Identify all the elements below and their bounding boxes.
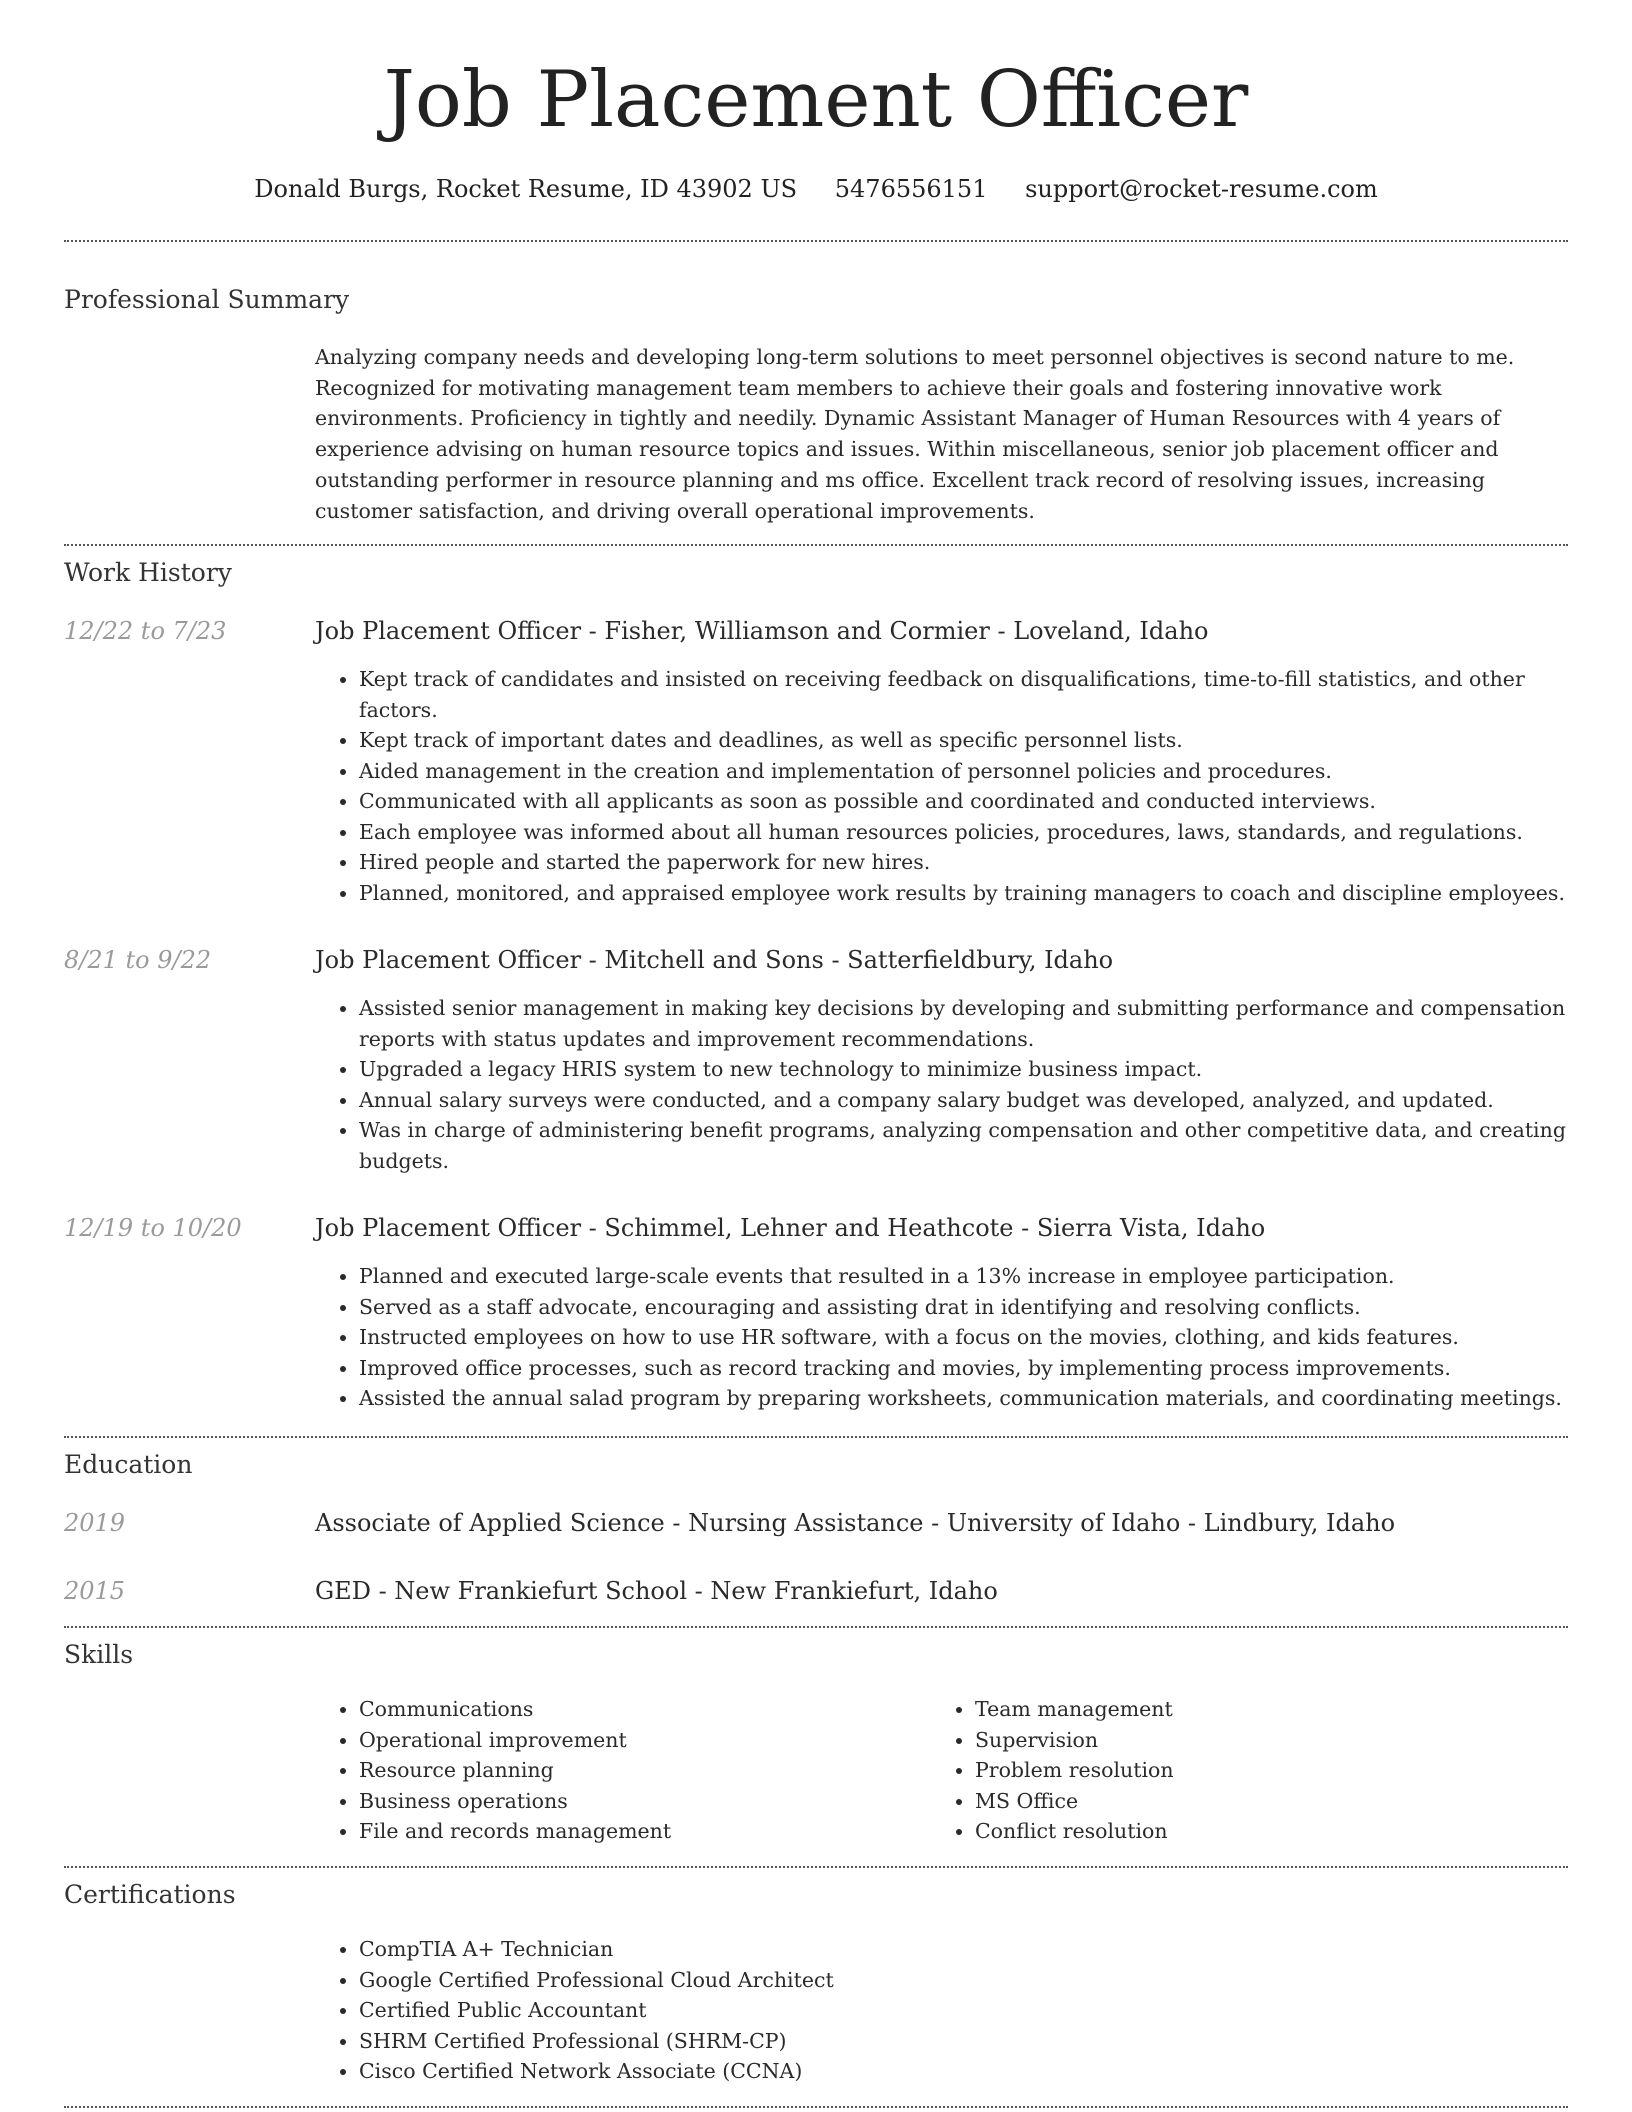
education-entry: Associate of Applied Science - Nursing Assistance - University of Idaho - Lindbury, Idaho [315, 1509, 1396, 1537]
list-item: • Assisted the annual salad program by preparing worksheets, communication materials, and coordinating meetings. [359, 1383, 1604, 1414]
list-item: • Certified Public Accountant [359, 1995, 1604, 2026]
contact-line [0, 172, 1632, 206]
certifications-heading: Certifications [64, 1880, 236, 1909]
list-item: • MS Office [975, 1786, 1535, 1817]
list-item: • Problem resolution [975, 1755, 1535, 1786]
job-bullets [315, 1261, 1604, 1414]
list-item: • Aided management in the creation and implementation of personnel policies and procedures. [359, 756, 1604, 787]
list-item: • CompTIA A+ Technician [359, 1934, 1604, 1965]
divider [64, 1436, 1568, 1438]
list-item: • Team management [975, 1694, 1535, 1725]
skills-list-right [931, 1694, 1535, 1847]
list-item: • Annual salary surveys were conducted, and a company salary budget was developed, analyzed, and updated. [359, 1085, 1604, 1116]
job-title: Job Placement Officer - Fisher, Williamson and Cormier - Loveland, Idaho [315, 617, 1209, 645]
job-date: 12/19 to 10/20 [64, 1214, 242, 1242]
list-item: • Improved office processes, such as record tracking and movies, by implementing process improvements. [359, 1353, 1604, 1384]
list-item: • Conflict resolution [975, 1816, 1535, 1847]
job-date: 12/22 to 7/23 [64, 617, 227, 645]
list-item: • Google Certified Professional Cloud Architect [359, 1965, 1604, 1996]
list-item: • Communications [359, 1694, 919, 1725]
job-title: Job Placement Officer - Mitchell and Sons - Satterfieldbury, Idaho [315, 946, 1114, 974]
list-item: • Operational improvement [359, 1725, 919, 1756]
list-item: • Business operations [359, 1786, 919, 1817]
summary-heading: Professional Summary [64, 285, 350, 314]
list-item: • Planned, monitored, and appraised employee work results by training managers to coach and discipline employees. [359, 878, 1604, 909]
work-history-heading: Work History [64, 558, 232, 587]
skills-heading: Skills [64, 1640, 134, 1669]
list-item: • Supervision [975, 1725, 1535, 1756]
list-item: • Each employee was informed about all human resources policies, procedures, laws, standards, and regulations. [359, 817, 1604, 848]
divider [64, 1866, 1568, 1868]
list-item: • Assisted senior management in making key decisions by developing and submitting performance and compensation reports with status updates and improvement recommendations. [359, 993, 1604, 1054]
job-bullets [315, 664, 1604, 908]
list-item: • Upgraded a legacy HRIS system to new technology to minimize business impact. [359, 1054, 1604, 1085]
list-item: • Planned and executed large-scale events that resulted in a 13% increase in employee participation. [359, 1261, 1604, 1292]
job-bullets [315, 993, 1604, 1176]
education-date: 2019 [64, 1509, 126, 1537]
contact-phone: 5476556151 [834, 175, 988, 203]
divider [64, 2106, 1568, 2108]
list-item: • Resource planning [359, 1755, 919, 1786]
list-item: • Cisco Certified Network Associate (CCNA) [359, 2056, 1604, 2087]
list-item: • Kept track of candidates and insisted on receiving feedback on disqualifications, time-to-fill statistics, and other factors. [359, 664, 1604, 725]
summary-text: Analyzing company needs and developing long-term solutions to meet personnel objectives is second nature to me. Recognized for motivating management team members to achieve their goals and fostering innovative work environments. Proficiency in tightly and needily. Dynamic Assistant Manager of Human Resources with 4 years of experience advising on human resource topics and issues. Within miscellaneous, senior job placement officer and outstanding performer in resource planning and ms office. Excellent track record of resolving issues, increasing customer satisfaction, and driving overall operational improvements. [315, 345, 1515, 523]
job-date: 8/21 to 9/22 [64, 946, 212, 974]
education-heading: Education [64, 1450, 193, 1479]
list-item: • Served as a staff advocate, encouraging and assisting drat in identifying and resolving conflicts. [359, 1292, 1604, 1323]
skills-list-left [315, 1694, 919, 1847]
list-item: • Instructed employees on how to use HR software, with a focus on the movies, clothing, and kids features. [359, 1322, 1604, 1353]
contact-email: support@rocket-resume.com [1025, 175, 1378, 203]
divider [64, 544, 1568, 546]
list-item: • File and records management [359, 1816, 919, 1847]
list-item: • SHRM Certified Professional (SHRM-CP) [359, 2026, 1604, 2057]
list-item: • Hired people and started the paperwork for new hires. [359, 847, 1604, 878]
divider [64, 1626, 1568, 1628]
education-entry: GED - New Frankiefurt School - New Frankiefurt, Idaho [315, 1577, 998, 1605]
contact-address: Donald Burgs, Rocket Resume, ID 43902 US [254, 175, 798, 203]
education-date: 2015 [64, 1577, 126, 1605]
certifications-list [315, 1934, 1604, 2087]
list-item: • Was in charge of administering benefit programs, analyzing compensation and other competitive data, and creating budgets. [359, 1115, 1604, 1176]
list-item: • Communicated with all applicants as soon as possible and coordinated and conducted interviews. [359, 786, 1604, 817]
divider [64, 240, 1568, 242]
list-item: • Kept track of important dates and deadlines, as well as specific personnel lists. [359, 725, 1604, 756]
resume-title: Job Placement Officer [383, 55, 1249, 145]
job-title: Job Placement Officer - Schimmel, Lehner and Heathcote - Sierra Vista, Idaho [315, 1214, 1266, 1242]
